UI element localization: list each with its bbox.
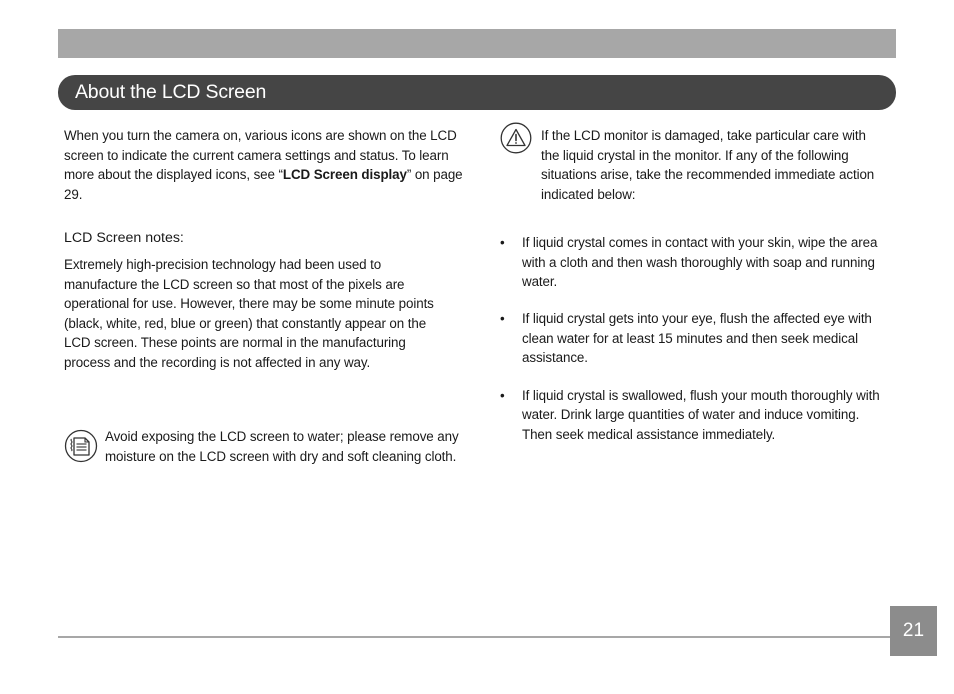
intro-paragraph <box>64 126 464 204</box>
lcd-notes-heading: LCD Screen notes: <box>64 230 184 246</box>
page-title: About the LCD Screen <box>75 81 267 103</box>
list-item <box>500 386 892 445</box>
memo-text: Avoid exposing the LCD screen to water; please remove any moisture on the LCD screen with dry and soft cleaning cloth. <box>105 429 459 464</box>
footer-divider <box>58 636 890 638</box>
list-item <box>500 309 892 368</box>
list-item <box>500 233 892 292</box>
page-number: 21 <box>890 606 937 656</box>
top-decorative-bar <box>58 29 896 58</box>
lcd-screen-display-link[interactable]: LCD Screen display <box>282 167 407 183</box>
list-item-text: If liquid crystal gets into your eye, flush the affected eye with clean water for at least 15 minutes and then seek medical assistance. <box>522 311 872 366</box>
list-item-text: If liquid crystal comes in contact with your skin, wipe the area with a cloth and then wash thoroughly with soap and running water. <box>522 235 878 290</box>
warning-text: If the LCD monitor is damaged, take particular care with the liquid crystal in the monitor. If any of the following situations arise, take the recommended immediate action indicated below: <box>541 128 875 202</box>
bullet-icon: • <box>500 387 505 403</box>
bullet-icon: • <box>500 311 505 327</box>
warning-triangle-icon <box>500 122 532 154</box>
bullet-icon: • <box>500 235 505 250</box>
intro-text-after: ” on page 29. <box>64 167 463 202</box>
list-item-text: If liquid crystal is swallowed, flush your mouth thoroughly with water. Drink large quantities of water and induce vomiting. Then seek medical assistance immediately. <box>522 387 880 442</box>
lcd-notes-body: Extremely high-precision technology had been used to manufacture the LCD screen so that most of the pixels are operational for use. However, there may be some minute points (black, white, red, blue or green) that constantly appear on the LCD screen. These points are normal in the manufacturing process and the recording is not affected in any way. <box>64 257 434 370</box>
intro-text-before: When you turn the camera on, various icons are shown on the LCD screen to indicate the current camera settings and status. To learn more about the displayed icons, see “ <box>64 128 457 183</box>
precaution-list <box>500 233 892 462</box>
memo-note-icon <box>64 429 98 463</box>
section-header <box>58 75 896 110</box>
